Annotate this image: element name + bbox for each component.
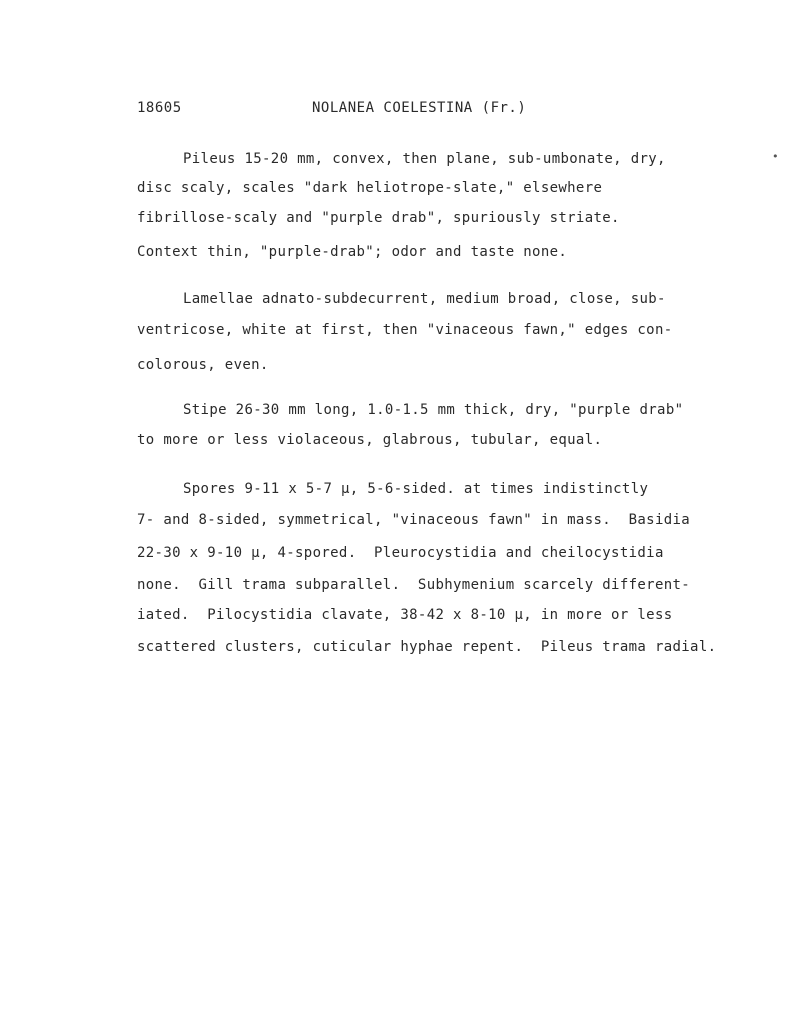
specimen-number: 18605 <box>137 100 182 116</box>
pileus-line-4: Context thin, "purple-drab"; odor and taste none. <box>137 244 568 260</box>
spores-line-6: scattered clusters, cuticular hyphae repent. Pileus trama radial. <box>137 639 717 655</box>
margin-mark: • <box>772 150 779 163</box>
pileus-line-2: disc scaly, scales "dark heliotrope-slate," elsewhere <box>137 180 603 196</box>
spores-line-1: Spores 9-11 x 5-7 μ, 5-6-sided. at times indistinctly <box>183 481 649 497</box>
pileus-line-1: Pileus 15-20 mm, convex, then plane, sub-umbonate, dry, <box>183 151 666 167</box>
stipe-line-2: to more or less violaceous, glabrous, tubular, equal. <box>137 432 603 448</box>
spores-line-3: 22-30 x 9-10 μ, 4-spored. Pleurocystidia and cheilocystidia <box>137 545 664 561</box>
lamellae-line-1: Lamellae adnato-subdecurrent, medium broad, close, sub- <box>183 291 666 307</box>
species-title: NOLANEA COELESTINA (Fr.) <box>312 100 527 116</box>
stipe-line-1: Stipe 26-30 mm long, 1.0-1.5 mm thick, dry, "purple drab" <box>183 402 684 418</box>
spores-line-4: none. Gill trama subparallel. Subhymenium scarcely different- <box>137 577 691 593</box>
lamellae-line-2: ventricose, white at first, then "vinaceous fawn," edges con- <box>137 322 673 338</box>
spores-line-2: 7- and 8-sided, symmetrical, "vinaceous fawn" in mass. Basidia <box>137 512 691 528</box>
lamellae-line-3: colorous, even. <box>137 357 269 373</box>
spores-line-5: iated. Pilocystidia clavate, 38-42 x 8-10 μ, in more or less <box>137 607 673 623</box>
pileus-line-3: fibrillose-scaly and "purple drab", spuriously striate. <box>137 210 620 226</box>
